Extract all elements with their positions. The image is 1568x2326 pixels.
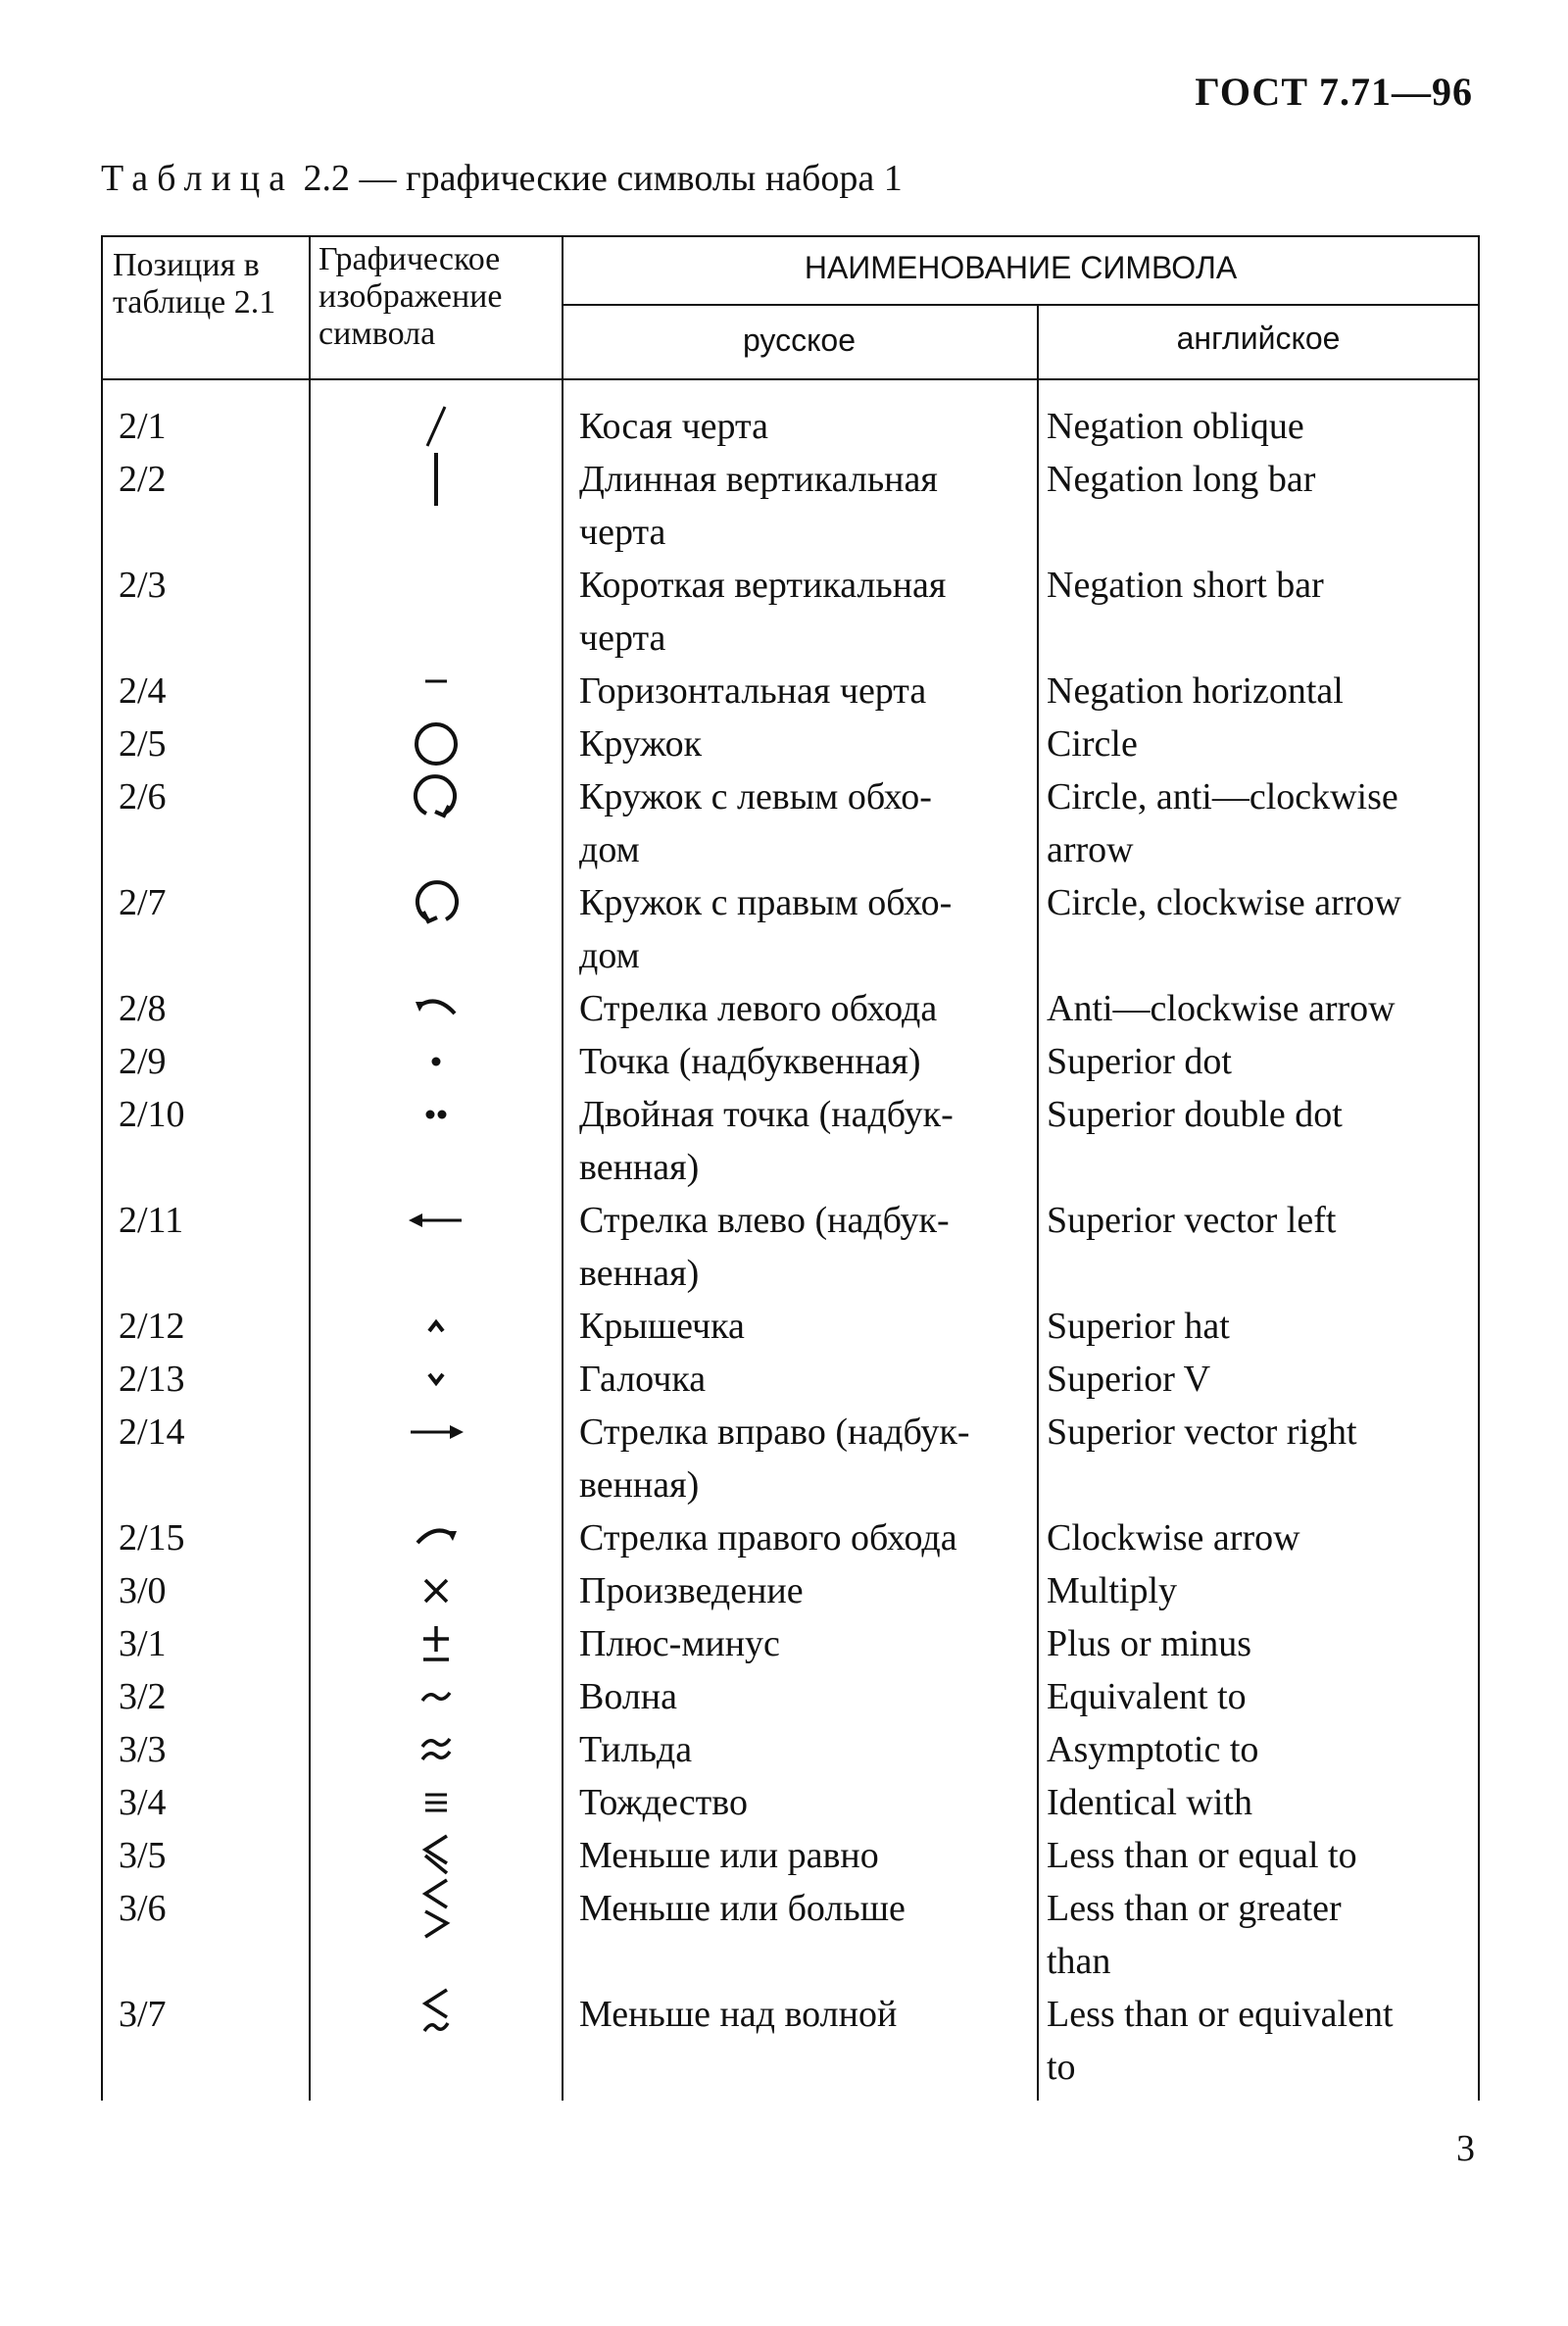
symbols-table <box>101 235 1480 2101</box>
english-line: than <box>1047 1941 1111 1982</box>
row-name-english <box>1047 982 1478 1035</box>
english-line: Superior vector left <box>1047 1200 1337 1241</box>
row-position: 2/5 <box>119 723 167 765</box>
row-name-english <box>1047 1882 1478 1988</box>
row-position: 3/7 <box>119 1994 167 2035</box>
circle-anticlockwise-icon <box>315 770 558 823</box>
russian-line: черта <box>579 512 666 553</box>
russian-line: венная) <box>579 1147 700 1188</box>
name-subheader-rule <box>562 304 1480 306</box>
row-name-english <box>1047 1988 1478 2094</box>
russian-line: Стрелка вправо (надбук- <box>579 1411 970 1453</box>
english-line: Negation short bar <box>1047 565 1324 606</box>
russian-line: Стрелка влево (надбук- <box>579 1200 950 1241</box>
row-position: 2/15 <box>119 1517 185 1559</box>
english-line: Negation long bar <box>1047 459 1316 500</box>
russian-line: Кружок с правым обхо- <box>579 882 953 923</box>
row-name-russian <box>579 982 1040 1035</box>
table-row <box>101 665 1480 718</box>
russian-line: Произведение <box>579 1570 804 1611</box>
english-line: Superior hat <box>1047 1306 1230 1347</box>
russian-line: Стрелка левого обхода <box>579 988 938 1029</box>
english-line: Clockwise arrow <box>1047 1517 1300 1559</box>
row-name-russian <box>579 876 1040 982</box>
russian-line: Галочка <box>579 1359 707 1400</box>
header-position-line: таблице 2.1 <box>113 284 276 321</box>
table-row <box>101 1723 1480 1776</box>
russian-line: Кружок с левым обхо- <box>579 776 932 817</box>
row-name-english <box>1047 1511 1478 1564</box>
circle-icon <box>315 718 558 770</box>
header-symbol-name: НАИМЕНОВАНИЕ СИМВОЛА <box>804 250 1238 285</box>
header-graphic <box>318 241 502 353</box>
row-name-russian <box>579 1988 1040 2041</box>
row-position: 2/14 <box>119 1411 185 1453</box>
table-row <box>101 1035 1480 1088</box>
row-name-english <box>1047 1617 1478 1670</box>
superior-dot-icon <box>315 1035 558 1088</box>
english-line: Superior vector right <box>1047 1411 1357 1453</box>
document-header: ГОСТ 7.71—96 <box>1195 70 1473 114</box>
row-name-russian <box>579 559 1040 665</box>
table-row <box>101 1670 1480 1723</box>
russian-line: Точка (надбуквенная) <box>579 1041 921 1082</box>
russian-line: Тождество <box>579 1782 748 1823</box>
row-name-russian <box>579 1882 1040 1935</box>
superior-hat-icon <box>315 1300 558 1353</box>
header-russian: русское <box>742 322 857 358</box>
row-position: 2/6 <box>119 776 167 817</box>
english-line: Circle, anti—clockwise <box>1047 776 1398 817</box>
row-name-russian <box>579 718 1040 770</box>
clockwise-arrow-icon <box>315 1511 558 1564</box>
table-row <box>101 559 1480 665</box>
russian-line: дом <box>579 829 640 870</box>
russian-line: черта <box>579 618 666 659</box>
row-name-english <box>1047 1300 1478 1353</box>
header-graphic-line: Графическое <box>318 241 501 277</box>
table-row <box>101 1617 1480 1670</box>
table-row <box>101 1353 1480 1406</box>
identical-icon <box>315 1776 558 1829</box>
superior-double-dot-icon <box>315 1088 558 1141</box>
superior-v-icon <box>315 1353 558 1406</box>
row-name-russian <box>579 1723 1040 1776</box>
table-row <box>101 453 1480 559</box>
header-position-line: Позиция в <box>113 247 260 283</box>
english-line: Asymptotic to <box>1047 1729 1259 1770</box>
english-line: Less than or greater <box>1047 1888 1342 1929</box>
row-position: 2/7 <box>119 882 167 923</box>
approx-icon <box>315 1723 558 1776</box>
row-name-english <box>1047 876 1478 929</box>
row-position: 2/10 <box>119 1094 185 1135</box>
english-line: arrow <box>1047 829 1134 870</box>
russian-line: Меньше над волной <box>579 1994 898 2035</box>
less-greater-icon <box>315 1882 558 1935</box>
russian-line: Меньше или больше <box>579 1888 906 1929</box>
english-line: Less than or equivalent <box>1047 1994 1394 2035</box>
row-name-english <box>1047 1776 1478 1829</box>
table-row <box>101 770 1480 876</box>
row-name-english <box>1047 1035 1478 1088</box>
english-line: Multiply <box>1047 1570 1178 1611</box>
table-row <box>101 1882 1480 1988</box>
row-name-russian <box>579 1617 1040 1670</box>
row-name-english <box>1047 453 1478 506</box>
table-row <box>101 1564 1480 1617</box>
row-name-english <box>1047 400 1478 453</box>
header-graphic-line: символа <box>318 316 436 352</box>
row-name-russian <box>579 1035 1040 1088</box>
row-name-russian <box>579 1088 1040 1194</box>
russian-line: Кружок <box>579 723 703 765</box>
row-name-russian <box>579 770 1040 876</box>
russian-line: венная) <box>579 1464 700 1506</box>
english-line: Circle <box>1047 723 1138 765</box>
circle-clockwise-icon <box>315 876 558 929</box>
english-line: Anti—clockwise arrow <box>1047 988 1396 1029</box>
russian-line: Плюс-минус <box>579 1623 780 1664</box>
row-position: 2/2 <box>119 459 167 500</box>
row-name-english <box>1047 1670 1478 1723</box>
row-position: 2/1 <box>119 406 167 447</box>
anticlockwise-arrow-icon <box>315 982 558 1035</box>
russian-line: Горизонтальная черта <box>579 670 927 712</box>
row-name-english <box>1047 1353 1478 1406</box>
english-line: to <box>1047 2047 1076 2088</box>
table-row <box>101 1776 1480 1829</box>
row-position: 3/6 <box>119 1888 167 1929</box>
english-line: Identical with <box>1047 1782 1252 1823</box>
russian-line: Волна <box>579 1676 678 1717</box>
row-name-english <box>1047 1829 1478 1882</box>
table-row <box>101 1406 1480 1511</box>
table-row <box>101 1300 1480 1353</box>
caption-rest: 2.2 — графические символы набора 1 <box>303 158 903 199</box>
row-name-english <box>1047 1406 1478 1459</box>
less-equal-icon <box>315 1829 558 1882</box>
russian-line: Двойная точка (надбук- <box>579 1094 954 1135</box>
english-line: Superior double dot <box>1047 1094 1343 1135</box>
table-row <box>101 982 1480 1035</box>
plus-minus-icon <box>315 1617 558 1670</box>
row-position: 2/11 <box>119 1200 184 1241</box>
vector-left-icon <box>315 1194 558 1247</box>
russian-line: венная) <box>579 1253 700 1294</box>
row-position: 3/4 <box>119 1782 167 1823</box>
russian-line: дом <box>579 935 640 976</box>
russian-line: Крышечка <box>579 1306 745 1347</box>
row-name-english <box>1047 559 1478 612</box>
row-position: 3/0 <box>119 1570 167 1611</box>
table-row <box>101 876 1480 982</box>
english-line: Negation oblique <box>1047 406 1304 447</box>
multiply-icon <box>315 1564 558 1617</box>
row-name-english <box>1047 718 1478 770</box>
english-line: Plus or minus <box>1047 1623 1252 1664</box>
row-name-english <box>1047 1194 1478 1247</box>
short-vertical-bar-icon <box>315 559 558 612</box>
table-row <box>101 1988 1480 2094</box>
english-line: Equivalent to <box>1047 1676 1247 1717</box>
row-name-russian <box>579 1670 1040 1723</box>
table-row <box>101 1511 1480 1564</box>
header-english: английское <box>1176 321 1341 356</box>
row-position: 2/4 <box>119 670 167 712</box>
table-row <box>101 400 1480 453</box>
russian-line: Меньше или равно <box>579 1835 879 1876</box>
row-name-russian <box>579 1300 1040 1353</box>
row-name-english <box>1047 1564 1478 1617</box>
row-name-russian <box>579 453 1040 559</box>
english-line: Superior V <box>1047 1359 1211 1400</box>
tilde-icon <box>315 1670 558 1723</box>
header-position <box>113 247 275 322</box>
horizontal-bar-icon <box>315 665 558 718</box>
row-name-russian <box>579 1776 1040 1829</box>
caption-lead: Таблица <box>101 158 295 199</box>
less-equivalent-icon <box>315 1988 558 2041</box>
negation-oblique-icon <box>315 400 558 453</box>
row-name-english <box>1047 665 1478 718</box>
page-number: 3 <box>1456 2128 1475 2169</box>
row-name-russian <box>579 400 1040 453</box>
row-position: 3/5 <box>119 1835 167 1876</box>
row-position: 3/2 <box>119 1676 167 1717</box>
row-name-russian <box>579 1511 1040 1564</box>
row-name-russian <box>579 665 1040 718</box>
header-graphic-line: изображение <box>318 278 503 315</box>
row-name-english <box>1047 1723 1478 1776</box>
row-name-russian <box>579 1829 1040 1882</box>
row-name-russian <box>579 1564 1040 1617</box>
russian-line: Тильда <box>579 1729 693 1770</box>
vector-right-icon <box>315 1406 558 1459</box>
row-position: 2/8 <box>119 988 167 1029</box>
row-name-russian <box>579 1353 1040 1406</box>
row-position: 3/1 <box>119 1623 167 1664</box>
row-name-english <box>1047 770 1478 876</box>
row-name-russian <box>579 1406 1040 1511</box>
russian-line: Короткая вертикальная <box>579 565 947 606</box>
row-position: 3/3 <box>119 1729 167 1770</box>
russian-line: Длинная вертикальная <box>579 459 938 500</box>
english-line: Superior dot <box>1047 1041 1232 1082</box>
russian-line: Стрелка правого обхода <box>579 1517 957 1559</box>
row-position: 2/12 <box>119 1306 185 1347</box>
row-name-english <box>1047 1088 1478 1141</box>
row-name-russian <box>579 1194 1040 1300</box>
row-position: 2/9 <box>119 1041 167 1082</box>
row-position: 2/3 <box>119 565 167 606</box>
english-line: Negation horizontal <box>1047 670 1344 712</box>
table-row <box>101 1829 1480 1882</box>
english-line: Less than or equal to <box>1047 1835 1357 1876</box>
table-row <box>101 718 1480 770</box>
russian-line: Косая черта <box>579 406 768 447</box>
table-row <box>101 1194 1480 1300</box>
table-caption <box>101 157 903 200</box>
table-row <box>101 1088 1480 1194</box>
english-line: Circle, clockwise arrow <box>1047 882 1401 923</box>
row-position: 2/13 <box>119 1359 185 1400</box>
long-vertical-bar-icon <box>315 453 558 506</box>
